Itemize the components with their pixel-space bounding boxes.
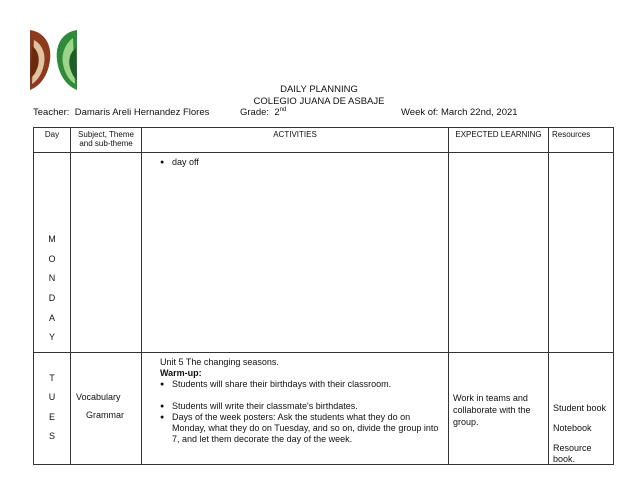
subject-cell-tuesday [71, 353, 142, 465]
warmup-label: Warm-up: [160, 368, 202, 378]
day-letter: N [48, 273, 56, 284]
subject-grammar: Grammar [86, 410, 124, 420]
col-expected-learning: EXPECTED LEARNING [449, 128, 549, 153]
resources-cell-monday [549, 153, 614, 353]
resource-book: Resource book. [553, 443, 592, 464]
day-letter: D [48, 293, 56, 304]
planning-table [33, 127, 614, 465]
week-value: March 22nd, 2021 [440, 107, 518, 118]
day-letter: Y [48, 332, 55, 343]
col-subject: Subject, Theme and sub-theme [71, 128, 142, 153]
learning-cell-monday [449, 153, 549, 353]
day-letter: A [48, 312, 55, 323]
week-label: Week of: [401, 107, 439, 118]
col-activities: ACTIVITIES [142, 128, 449, 153]
day-letter: U [48, 392, 56, 403]
week-line [401, 107, 518, 118]
day-letter: T [49, 373, 55, 383]
document-title: DAILY PLANNING [280, 84, 358, 95]
day-letter: S [48, 430, 55, 441]
table-header-row [34, 128, 614, 153]
grade-suffix: nd [279, 107, 287, 113]
activity-item: ● Days of the week posters: Ask the students what they do on Monday, what they do on Tuesday, and so on, divide the group into 7, and let them decorate the day of the week. [172, 412, 442, 445]
resource-student-book: Student book [553, 403, 607, 413]
subject-cell-monday [71, 153, 142, 353]
table-row-monday [34, 153, 614, 353]
activities-cell-tuesday [142, 353, 449, 465]
school-name: COLEGIO JUANA DE ASBAJE [253, 96, 385, 107]
col-day: Day [34, 128, 71, 153]
day-letter: O [48, 253, 56, 264]
day-cell-monday [34, 153, 71, 353]
teacher-line [33, 107, 209, 118]
grade-line [240, 107, 286, 118]
activities-cell-monday [142, 153, 449, 353]
resource-notebook: Notebook [553, 423, 592, 433]
table-row-tuesday [34, 353, 614, 465]
activity-item: ● Students will write their classmate's birthdates. [172, 401, 442, 412]
day-letter: M [48, 234, 56, 244]
activity-item: ● day off [172, 157, 442, 168]
grade-value: 2 [274, 107, 280, 119]
resources-cell-tuesday [549, 353, 614, 465]
col-resources: Resources [549, 128, 614, 153]
day-letter: E [48, 411, 55, 422]
teacher-label: Teacher: [33, 107, 70, 118]
unit-title: Unit 5 The changing seasons. [160, 357, 279, 367]
teacher-name: Damaris Areli Hernandez Flores [74, 107, 210, 118]
school-logo [30, 26, 77, 92]
day-cell-tuesday [34, 353, 71, 465]
learning-cell-tuesday: Work in teams and collaborate with the group. [449, 353, 549, 465]
grade-label: Grade: [240, 107, 270, 119]
subject-vocabulary: Vocabulary [76, 392, 121, 402]
activity-item: ● Students will share their birthdays with their classroom. [172, 379, 442, 390]
